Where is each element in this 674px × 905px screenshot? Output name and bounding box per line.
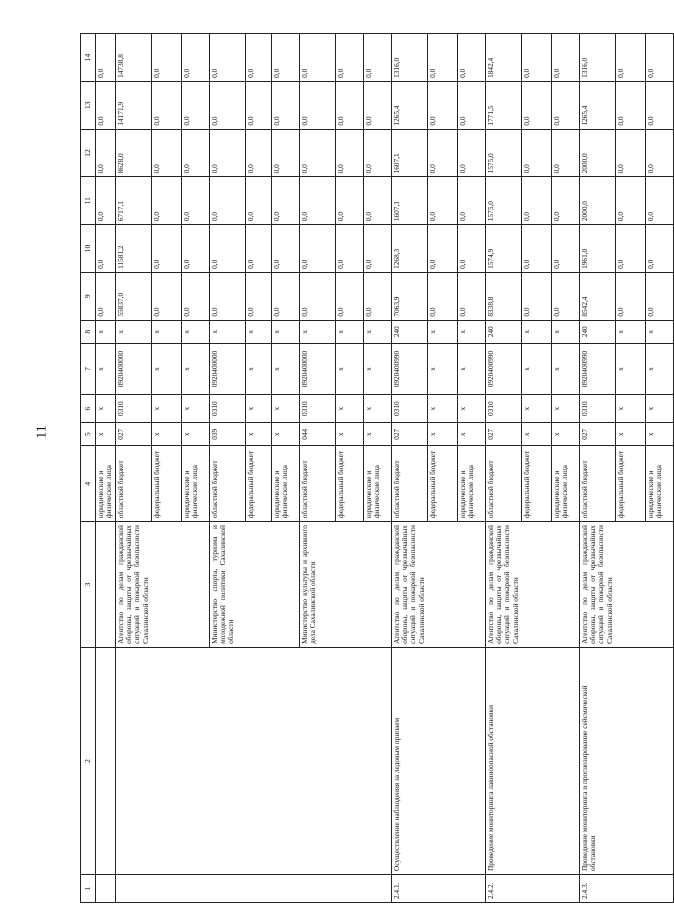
cell-col-6: x xyxy=(336,395,364,423)
cell-col-10: 0,0 xyxy=(246,225,272,273)
cell-col-9: 0,0 xyxy=(458,272,486,320)
cell-col-8: x xyxy=(336,320,364,343)
cell-col-13: 14171,9 xyxy=(116,81,152,129)
cell-col-6: x xyxy=(364,395,392,423)
table-row xyxy=(96,34,116,903)
cell-col-5: x xyxy=(428,423,458,446)
cell-col-4: федеральный бюджет xyxy=(336,446,364,522)
cell-col-12: 0,0 xyxy=(182,129,210,177)
cell-col-14: 0,0 xyxy=(210,34,246,82)
cell-col-11: 6717,1 xyxy=(116,177,152,225)
cell-col-8: 240 xyxy=(486,320,522,343)
cell-col-4: областной бюджет xyxy=(300,446,336,522)
cell-col-10: 0,0 xyxy=(458,225,486,273)
cell-col-9: 8338,8 xyxy=(486,272,522,320)
cell-col-6: 0310 xyxy=(486,395,522,423)
cell-col-5: x xyxy=(646,423,674,446)
cell-col-14: 0,0 xyxy=(272,34,300,82)
cell-col-4: юридические и физические лица xyxy=(552,446,580,522)
cell-col-4: юридические и физические лица xyxy=(182,446,210,522)
cell-col-11: 0,0 xyxy=(336,177,364,225)
cell-col-7: 0920400990 xyxy=(580,343,616,394)
cell-col-10: 0,0 xyxy=(336,225,364,273)
cell-col-8: x xyxy=(300,320,336,343)
cell-col-4: областной бюджет xyxy=(116,446,152,522)
cell-col-11: 0,0 xyxy=(552,177,580,225)
cell-col-13: 0,0 xyxy=(152,81,182,129)
cell-col-3: Министерство спорта, туризма и молодежной политики Сахалинской области xyxy=(210,522,300,648)
cell-col-9: 7063,9 xyxy=(392,272,428,320)
rotated-table-container xyxy=(80,33,664,903)
cell-col-11: 0,0 xyxy=(300,177,336,225)
cell-col-13: 0,0 xyxy=(210,81,246,129)
cell-col-8: x xyxy=(458,320,486,343)
cell-col-1: 2.4.3. xyxy=(580,875,674,903)
cell-col-13: 0,0 xyxy=(522,81,552,129)
cell-col-13: 0,0 xyxy=(428,81,458,129)
header-cell: 9 xyxy=(81,272,96,320)
cell-col-4: областной бюджет xyxy=(580,446,616,522)
cell-col-14: 0,0 xyxy=(646,34,674,82)
cell-col-13: 0,0 xyxy=(336,81,364,129)
cell-col-9: 0,0 xyxy=(552,272,580,320)
cell-col-14: 0,0 xyxy=(96,34,116,82)
cell-col-13: 0,0 xyxy=(552,81,580,129)
cell-col-3: Агентство по делам гражданской обороны, защиты от чрезвычайных ситуаций и пожарной безопасности Сахалинской области xyxy=(486,522,580,648)
cell-col-12: 0,0 xyxy=(152,129,182,177)
cell-col-7: x xyxy=(336,343,364,394)
cell-col-2 xyxy=(116,647,392,874)
cell-col-6: 0310 xyxy=(210,395,246,423)
cell-col-2: Осуществление наблюдения за ледовым припаем xyxy=(392,647,486,874)
cell-col-5: x xyxy=(96,423,116,446)
cell-col-8: x xyxy=(552,320,580,343)
cell-col-5: 039 xyxy=(210,423,246,446)
cell-col-9: 8542,4 xyxy=(580,272,616,320)
cell-col-13: 0,0 xyxy=(646,81,674,129)
table-row xyxy=(580,34,616,903)
cell-col-5: x xyxy=(246,423,272,446)
cell-col-14: 0,0 xyxy=(458,34,486,82)
cell-col-14: 1316,0 xyxy=(392,34,428,82)
cell-col-10: 0,0 xyxy=(364,225,392,273)
cell-col-9: 0,0 xyxy=(522,272,552,320)
cell-col-6: x xyxy=(646,395,674,423)
cell-col-12: 0,0 xyxy=(552,129,580,177)
header-cell: 14 xyxy=(81,34,96,82)
table-row xyxy=(116,34,152,903)
header-cell: 8 xyxy=(81,320,96,343)
cell-col-9: 0,0 xyxy=(616,272,646,320)
cell-col-11: 0,0 xyxy=(152,177,182,225)
cell-col-6: 0310 xyxy=(300,395,336,423)
cell-col-13: 0,0 xyxy=(182,81,210,129)
cell-col-7: 0920400000 xyxy=(210,343,246,394)
cell-col-5: 027 xyxy=(486,423,522,446)
cell-col-7: x xyxy=(246,343,272,394)
header-cell: 7 xyxy=(81,343,96,394)
cell-col-4: федеральный бюджет xyxy=(522,446,552,522)
cell-col-14: 0,0 xyxy=(522,34,552,82)
cell-col-4: федеральный бюджет xyxy=(428,446,458,522)
cell-col-11: 0,0 xyxy=(428,177,458,225)
cell-col-8: x xyxy=(246,320,272,343)
cell-col-9: 0,0 xyxy=(428,272,458,320)
cell-col-10: 11581,2 xyxy=(116,225,152,273)
cell-col-6: x xyxy=(616,395,646,423)
cell-col-10: 0,0 xyxy=(522,225,552,273)
cell-col-12: 0,0 xyxy=(458,129,486,177)
cell-col-10: 1961,0 xyxy=(580,225,616,273)
cell-col-10: 0,0 xyxy=(428,225,458,273)
cell-col-8: 240 xyxy=(580,320,616,343)
cell-col-4: юридические и физические лица xyxy=(364,446,392,522)
cell-col-13: 1771,5 xyxy=(486,81,522,129)
cell-col-10: 0,0 xyxy=(152,225,182,273)
cell-col-1 xyxy=(116,875,392,903)
cell-col-13: 0,0 xyxy=(246,81,272,129)
cell-col-9: 0,0 xyxy=(364,272,392,320)
cell-col-13: 0,0 xyxy=(616,81,646,129)
cell-col-14: 0,0 xyxy=(616,34,646,82)
cell-col-2: Проведение мониторинга и прогнозирование сейсмической обстановки xyxy=(580,647,674,874)
cell-col-9: 0,0 xyxy=(182,272,210,320)
cell-col-14: 0,0 xyxy=(552,34,580,82)
cell-col-5: 044 xyxy=(300,423,336,446)
header-cell: 3 xyxy=(81,522,96,648)
table-row xyxy=(486,34,522,903)
cell-col-4: юридические и физические лица xyxy=(458,446,486,522)
cell-col-10: 0,0 xyxy=(552,225,580,273)
cell-col-5: x xyxy=(152,423,182,446)
cell-col-14: 1316,0 xyxy=(580,34,616,82)
cell-col-7: x xyxy=(272,343,300,394)
cell-col-11: 2000,0 xyxy=(580,177,616,225)
cell-col-4: федеральный бюджет xyxy=(152,446,182,522)
cell-col-11: 0,0 xyxy=(272,177,300,225)
cell-col-11: 0,0 xyxy=(616,177,646,225)
cell-col-8: x xyxy=(152,320,182,343)
cell-col-8: x xyxy=(428,320,458,343)
cell-col-10: 1268,3 xyxy=(392,225,428,273)
cell-col-6: x xyxy=(522,395,552,423)
cell-col-11: 0,0 xyxy=(364,177,392,225)
cell-col-8: x xyxy=(182,320,210,343)
cell-col-5: x xyxy=(522,423,552,446)
cell-col-13: 0,0 xyxy=(272,81,300,129)
cell-col-12: 0,0 xyxy=(96,129,116,177)
cell-col-4: областной бюджет xyxy=(392,446,428,522)
cell-col-1 xyxy=(96,875,116,903)
cell-col-8: x xyxy=(272,320,300,343)
cell-col-6: x xyxy=(552,395,580,423)
cell-col-7: x xyxy=(364,343,392,394)
cell-col-5: x xyxy=(616,423,646,446)
cell-col-5: x xyxy=(458,423,486,446)
cell-col-4: юридические и физические лица xyxy=(646,446,674,522)
cell-col-5: x xyxy=(336,423,364,446)
header-cell: 11 xyxy=(81,177,96,225)
cell-col-7: 0920400990 xyxy=(486,343,522,394)
cell-col-7: x xyxy=(646,343,674,394)
cell-col-6: x xyxy=(246,395,272,423)
header-cell: 10 xyxy=(81,225,96,273)
cell-col-4: федеральный бюджет xyxy=(616,446,646,522)
cell-col-7: x xyxy=(96,343,116,394)
cell-col-12: 0,0 xyxy=(646,129,674,177)
cell-col-9: 55837,0 xyxy=(116,272,152,320)
cell-col-12: 0,0 xyxy=(246,129,272,177)
cell-col-8: x xyxy=(522,320,552,343)
cell-col-4: областной бюджет xyxy=(486,446,522,522)
cell-col-6: 0310 xyxy=(116,395,152,423)
cell-col-5: x xyxy=(552,423,580,446)
header-cell: 13 xyxy=(81,81,96,129)
cell-col-3 xyxy=(96,522,116,648)
cell-col-13: 0,0 xyxy=(458,81,486,129)
cell-col-4: юридические и физические лица xyxy=(96,446,116,522)
cell-col-5: 027 xyxy=(392,423,428,446)
cell-col-5: x xyxy=(182,423,210,446)
cell-col-4: юридические и физические лица xyxy=(272,446,300,522)
cell-col-8: x xyxy=(646,320,674,343)
header-cell: 12 xyxy=(81,129,96,177)
cell-col-14: 0,0 xyxy=(182,34,210,82)
table-row xyxy=(392,34,428,903)
cell-col-12: 1575,0 xyxy=(486,129,522,177)
cell-col-12: 1607,1 xyxy=(392,129,428,177)
cell-col-7: x xyxy=(616,343,646,394)
cell-col-10: 0,0 xyxy=(210,225,246,273)
cell-col-11: 0,0 xyxy=(522,177,552,225)
cell-col-14: 0,0 xyxy=(152,34,182,82)
header-cell: 1 xyxy=(81,875,96,903)
cell-col-4: федеральный бюджет xyxy=(246,446,272,522)
cell-col-12: 0,0 xyxy=(272,129,300,177)
cell-col-7: x xyxy=(428,343,458,394)
cell-col-10: 0,0 xyxy=(96,225,116,273)
cell-col-6: 0310 xyxy=(580,395,616,423)
cell-col-11: 0,0 xyxy=(246,177,272,225)
cell-col-7: x xyxy=(552,343,580,394)
cell-col-9: 0,0 xyxy=(300,272,336,320)
cell-col-10: 0,0 xyxy=(300,225,336,273)
cell-col-9: 0,0 xyxy=(210,272,246,320)
cell-col-6: x xyxy=(428,395,458,423)
cell-col-5: 027 xyxy=(580,423,616,446)
header-row xyxy=(81,34,96,903)
cell-col-1: 2.4.2. xyxy=(486,875,580,903)
cell-col-10: 0,0 xyxy=(272,225,300,273)
cell-col-6: x xyxy=(96,395,116,423)
cell-col-14: 0,0 xyxy=(300,34,336,82)
cell-col-14: 0,0 xyxy=(336,34,364,82)
cell-col-3: Агентство по делам гражданской обороны, защиты от чрезвычайных ситуаций и пожарной безопасности Сахалинской области xyxy=(116,522,210,648)
cell-col-14: 0,0 xyxy=(428,34,458,82)
cell-col-13: 0,0 xyxy=(96,81,116,129)
cell-col-14: 0,0 xyxy=(246,34,272,82)
cell-col-8: x xyxy=(616,320,646,343)
header-cell: 4 xyxy=(81,446,96,522)
cell-col-12: 0,0 xyxy=(336,129,364,177)
cell-col-14: 0,0 xyxy=(364,34,392,82)
cell-col-2: Проведение мониторинга лавиноопасной обстановки xyxy=(486,647,580,874)
header-cell: 2 xyxy=(81,647,96,874)
cell-col-7: x xyxy=(458,343,486,394)
cell-col-5: x xyxy=(272,423,300,446)
cell-col-6: x xyxy=(182,395,210,423)
cell-col-12: 0,0 xyxy=(428,129,458,177)
cell-col-7: 0920400000 xyxy=(300,343,336,394)
cell-col-11: 0,0 xyxy=(458,177,486,225)
cell-col-11: 0,0 xyxy=(646,177,674,225)
header-cell: 6 xyxy=(81,395,96,423)
cell-col-3: Агентство по делам гражданской обороны, защиты от чрезвычайных ситуаций и пожарной безопасности Сахалинской области xyxy=(580,522,674,648)
cell-col-9: 0,0 xyxy=(152,272,182,320)
cell-col-11: 0,0 xyxy=(182,177,210,225)
cell-col-5: 027 xyxy=(116,423,152,446)
cell-col-4: областной бюджет xyxy=(210,446,246,522)
cell-col-7: 0920400990 xyxy=(392,343,428,394)
cell-col-8: x xyxy=(364,320,392,343)
cell-col-10: 0,0 xyxy=(182,225,210,273)
cell-col-9: 0,0 xyxy=(646,272,674,320)
cell-col-7: 0920400000 xyxy=(116,343,152,394)
cell-col-6: x xyxy=(272,395,300,423)
cell-col-12: 8628,0 xyxy=(116,129,152,177)
cell-col-8: x xyxy=(116,320,152,343)
cell-col-14: 14738,8 xyxy=(116,34,152,82)
table-body xyxy=(96,34,674,903)
cell-col-10: 1574,9 xyxy=(486,225,522,273)
cell-col-13: 1265,4 xyxy=(392,81,428,129)
cell-col-13: 0,0 xyxy=(364,81,392,129)
cell-col-8: x xyxy=(210,320,246,343)
cell-col-2 xyxy=(96,647,116,874)
cell-col-12: 0,0 xyxy=(364,129,392,177)
cell-col-9: 0,0 xyxy=(96,272,116,320)
cell-col-10: 0,0 xyxy=(616,225,646,273)
cell-col-11: 0,0 xyxy=(210,177,246,225)
cell-col-11: 1607,1 xyxy=(392,177,428,225)
cell-col-10: 0,0 xyxy=(646,225,674,273)
budget-table xyxy=(80,33,674,903)
cell-col-11: 1575,0 xyxy=(486,177,522,225)
cell-col-8: 240 xyxy=(392,320,428,343)
cell-col-12: 0,0 xyxy=(616,129,646,177)
cell-col-9: 0,0 xyxy=(336,272,364,320)
cell-col-9: 0,0 xyxy=(246,272,272,320)
cell-col-7: x xyxy=(522,343,552,394)
header-cell: 5 xyxy=(81,423,96,446)
cell-col-12: 0,0 xyxy=(210,129,246,177)
cell-col-12: 0,0 xyxy=(522,129,552,177)
cell-col-6: 0310 xyxy=(392,395,428,423)
cell-col-14: 1842,4 xyxy=(486,34,522,82)
cell-col-1: 2.4.1. xyxy=(392,875,486,903)
cell-col-12: 2000,0 xyxy=(580,129,616,177)
cell-col-5: x xyxy=(364,423,392,446)
cell-col-6: x xyxy=(152,395,182,423)
cell-col-11: 0,0 xyxy=(96,177,116,225)
cell-col-12: 0,0 xyxy=(300,129,336,177)
cell-col-7: x xyxy=(152,343,182,394)
cell-col-13: 0,0 xyxy=(300,81,336,129)
cell-col-13: 1265,4 xyxy=(580,81,616,129)
cell-col-7: x xyxy=(182,343,210,394)
cell-col-6: x xyxy=(458,395,486,423)
cell-col-9: 0,0 xyxy=(272,272,300,320)
cell-col-3: Министерство культуры и архивного дела Сахалинской области xyxy=(300,522,392,648)
cell-col-8: x xyxy=(96,320,116,343)
page-number: 11 xyxy=(34,425,50,439)
cell-col-3: Агентство по делам гражданской обороны, защиты от чрезвычайных ситуаций и пожарной безопасности Сахалинской области xyxy=(392,522,486,648)
